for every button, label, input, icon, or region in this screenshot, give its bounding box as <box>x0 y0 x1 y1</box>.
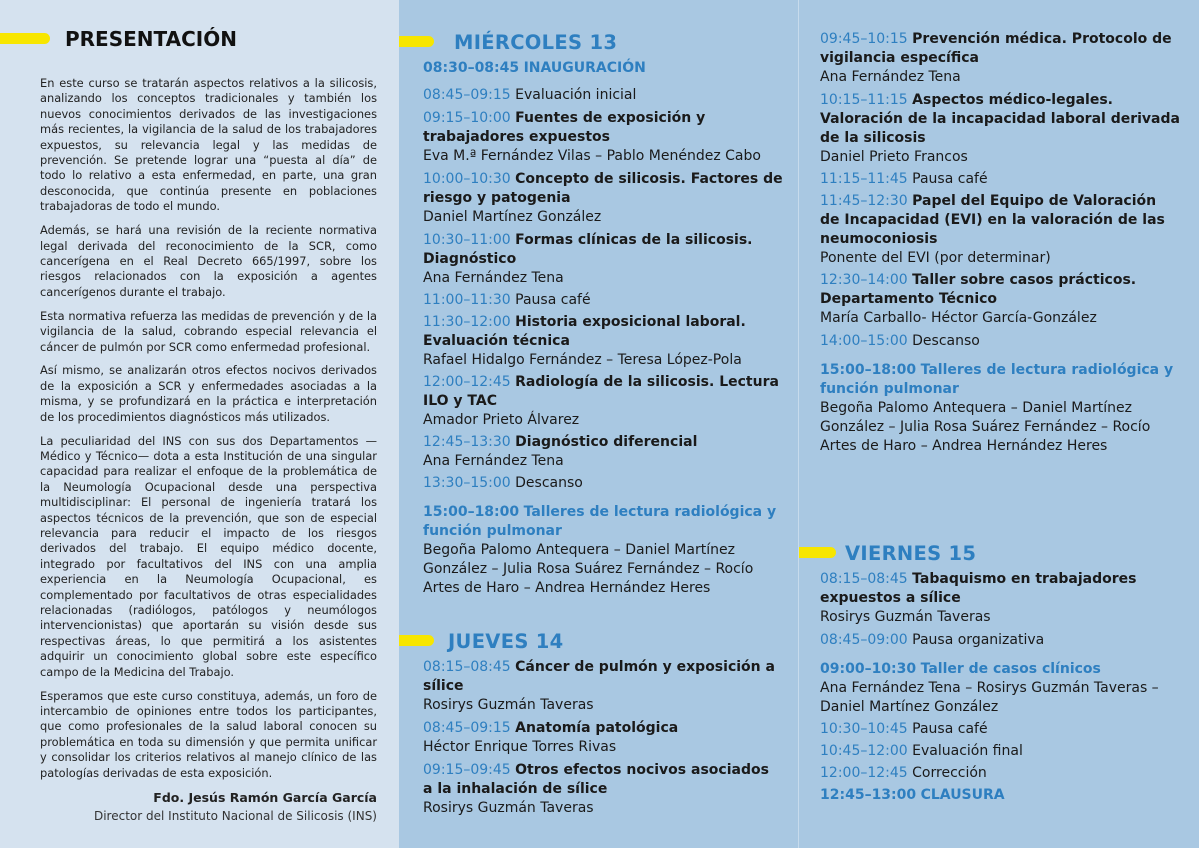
session-time: 11:00–11:30 <box>423 292 511 308</box>
schedule-item-heading <box>423 433 783 452</box>
session-title: Pausa café <box>515 292 591 308</box>
day-heading-friday: VIERNES 15 <box>845 542 977 565</box>
intro-paragraph: Así mismo, se analizarán otros efectos nocivos derivados de la exposición a SCR y enfermedades asociadas a la misma, y se profundizará en la práctica e interpretación de los procedimientos diagnósticos más utilizados. <box>40 363 377 424</box>
schedule-item-heading <box>423 719 783 738</box>
schedule-item-heading <box>423 109 783 147</box>
schedule-item <box>423 291 783 310</box>
schedule-item <box>423 231 783 288</box>
session-time: 08:15–08:45 <box>423 659 511 675</box>
session-time: 08:15–08:45 <box>820 571 908 587</box>
schedule-item <box>820 786 1180 805</box>
yellow-marker <box>799 547 836 558</box>
session-speakers: Rosirys Guzmán Taveras <box>423 800 594 816</box>
session-speakers: Ana Fernández Tena – Rosirys Guzmán Taveras – Daniel Martínez González <box>820 680 1159 715</box>
session-time: 09:00–10:30 <box>820 661 917 677</box>
session-time: 10:30–11:00 <box>423 232 511 248</box>
schedule-item <box>820 764 1180 783</box>
signature <box>40 789 377 825</box>
thursday-schedule <box>423 658 783 818</box>
session-speakers: Rosirys Guzmán Taveras <box>820 609 991 625</box>
session-title: Talleres de lectura radiológica y función pulmonar <box>423 504 777 539</box>
schedule-item-heading <box>423 86 783 105</box>
schedule-item-heading <box>820 361 1180 399</box>
schedule-item-heading <box>423 291 783 310</box>
session-speakers: Rafael Hidalgo Fernández – Teresa López-Pola <box>423 352 742 368</box>
schedule-item-heading <box>820 271 1180 309</box>
session-time: 12:00–12:45 <box>423 374 511 390</box>
schedule-item <box>423 761 783 818</box>
schedule-item <box>820 742 1180 761</box>
session-speakers: Ana Fernández Tena <box>820 69 961 85</box>
session-speakers: María Carballo- Héctor García-González <box>820 310 1097 326</box>
schedule-panel-2 <box>799 0 1199 848</box>
schedule-item-heading <box>423 658 783 696</box>
session-title: Radiología de la silicosis. Lectura ILO y TAC <box>423 374 779 409</box>
session-title: Aspectos médico-legales. Valoración de la incapacidad laboral derivada de la silicosis <box>820 92 1180 146</box>
schedule-item <box>423 373 783 430</box>
session-speakers: Ponente del EVI (por determinar) <box>820 250 1051 266</box>
intro-paragraph: Además, se hará una revisión de la reciente normativa legal derivada del reconocimiento de la SCR, como cancerígena en el Real Decreto 665/1997, sobre los riesgos relacionados con la exposición a agentes cancerígenos durante el trabajo. <box>40 223 377 299</box>
schedule-item-heading <box>423 313 783 351</box>
schedule-item-heading <box>820 764 1180 783</box>
session-title: Evaluación final <box>912 743 1023 759</box>
presentation-title: PRESENTACIÓN <box>65 27 237 51</box>
schedule-item <box>423 658 783 715</box>
yellow-marker <box>399 635 434 646</box>
wednesday-schedule <box>423 59 783 598</box>
session-title: Corrección <box>912 765 987 781</box>
day-heading-thursday: JUEVES 14 <box>448 630 564 653</box>
session-title: Prevención médica. Protocolo de vigilancia específica <box>820 31 1172 66</box>
session-time: 11:15–11:45 <box>820 171 908 187</box>
schedule-item-heading <box>820 660 1180 679</box>
schedule-item <box>423 503 783 598</box>
schedule-item <box>423 170 783 227</box>
schedule-item-heading <box>820 786 1180 805</box>
schedule-item-heading <box>423 59 783 78</box>
schedule-item <box>423 313 783 370</box>
session-time: 08:30–08:45 <box>423 60 520 76</box>
thursday-schedule-continued <box>820 30 1180 456</box>
schedule-item-heading <box>820 170 1180 189</box>
session-title: Pausa café <box>912 171 988 187</box>
schedule-item <box>423 433 783 471</box>
session-title: Taller de casos clínicos <box>920 661 1101 677</box>
session-title: Historia exposicional laboral. Evaluación técnica <box>423 314 746 349</box>
schedule-item <box>820 660 1180 717</box>
session-time: 12:45–13:00 <box>820 787 917 803</box>
session-time: 08:45–09:15 <box>423 720 511 736</box>
schedule-item-heading <box>820 742 1180 761</box>
session-time: 12:00–12:45 <box>820 765 908 781</box>
session-title: Fuentes de exposición y trabajadores expuestos <box>423 110 706 145</box>
session-speakers: Daniel Martínez González <box>423 209 602 225</box>
session-speakers: Héctor Enrique Torres Rivas <box>423 739 617 755</box>
session-speakers: Begoña Palomo Antequera – Daniel Martínez González – Julia Rosa Suárez Fernández – Rocío Artes de Haro – Andrea Hernández Heres <box>423 542 754 596</box>
schedule-item <box>820 271 1180 328</box>
session-title: Pausa café <box>912 721 988 737</box>
intro-paragraph: En este curso se tratarán aspectos relativos a la silicosis, analizando los conceptos tradicionales y también los nuevos conocimientos derivados de las investigaciones más recientes, la vigilancia de la salud de los trabajadores expuestos, su relevancia legal y las medidas de prevención. Se pretende lograr una “puesta al día” de todo lo relativo a esta enfermedad, en parte, una gran desconocida, que continúa presente en poblaciones trabajadoras de todo el mundo. <box>40 76 377 214</box>
schedule-item <box>423 109 783 166</box>
presentation-text <box>40 76 377 825</box>
session-time: 12:45–13:30 <box>423 434 511 450</box>
schedule-item-heading <box>423 761 783 799</box>
schedule-item <box>820 30 1180 87</box>
friday-schedule <box>820 570 1180 805</box>
session-time: 10:00–10:30 <box>423 171 511 187</box>
session-speakers: Rosirys Guzmán Taveras <box>423 697 594 713</box>
schedule-item-heading <box>820 192 1180 249</box>
schedule-item <box>820 332 1180 351</box>
schedule-item <box>820 170 1180 189</box>
schedule-panel-1 <box>399 0 799 848</box>
session-speakers: Daniel Prieto Francos <box>820 149 968 165</box>
session-title: Talleres de lectura radiológica y función pulmonar <box>820 362 1174 397</box>
session-title: Papel del Equipo de Valoración de Incapacidad (EVI) en la valoración de las neumoconiosis <box>820 193 1165 247</box>
session-time: 13:30–15:00 <box>423 475 511 491</box>
session-title: Formas clínicas de la silicosis. Diagnóstico <box>423 232 753 267</box>
session-time: 08:45–09:15 <box>423 87 511 103</box>
schedule-item-heading <box>423 503 783 541</box>
session-title: Diagnóstico diferencial <box>515 434 698 450</box>
session-title: Taller sobre casos prácticos. Departamento Técnico <box>820 272 1137 307</box>
session-title: Anatomía patológica <box>515 720 679 736</box>
session-speakers: Amador Prieto Álvarez <box>423 412 580 428</box>
intro-paragraph: Esta normativa refuerza las medidas de prevención y de la vigilancia de la salud, cobrando especial relevancia el cáncer de pulmón por SCR como enfermedad profesional. <box>40 308 377 354</box>
session-title: Descanso <box>515 475 583 491</box>
schedule-item-heading <box>820 720 1180 739</box>
presentation-panel <box>0 0 399 848</box>
session-time: 09:45–10:15 <box>820 31 908 47</box>
session-title: Cáncer de pulmón y exposición a sílice <box>423 659 775 694</box>
session-title: Concepto de silicosis. Factores de riesgo y patogenia <box>423 171 783 206</box>
schedule-item <box>423 86 783 105</box>
schedule-item <box>820 631 1180 650</box>
signature-name: Fdo. Jesús Ramón García García <box>153 790 377 806</box>
session-title: Tabaquismo en trabajadores expuestos a sílice <box>820 571 1137 606</box>
session-title: INAUGURACIÓN <box>523 60 646 76</box>
schedule-item-heading <box>423 170 783 208</box>
schedule-item <box>820 720 1180 739</box>
session-speakers: Ana Fernández Tena <box>423 453 564 469</box>
schedule-item <box>820 91 1180 167</box>
schedule-item <box>423 59 783 78</box>
session-time: 10:45–12:00 <box>820 743 908 759</box>
session-title: CLAUSURA <box>920 787 1005 803</box>
session-time: 15:00–18:00 <box>423 504 520 520</box>
session-title: Pausa organizativa <box>912 632 1045 648</box>
session-time: 09:15–09:45 <box>423 762 511 778</box>
schedule-item-heading <box>820 91 1180 148</box>
signature-role: Director del Instituto Nacional de Silicosis (INS) <box>93 809 377 824</box>
session-time: 10:30–10:45 <box>820 721 908 737</box>
session-speakers: Begoña Palomo Antequera – Daniel Martínez González – Julia Rosa Suárez Fernández – Rocío Artes de Haro – Andrea Hernández Heres <box>820 400 1151 454</box>
yellow-marker <box>399 36 434 47</box>
intro-paragraph: La peculiaridad del INS con sus dos Departamentos —Médico y Técnico— dota a esta Institución de una singular capacidad para realizar el enfoque de la problemática de la Neumología Ocupacional desde una perspectiva multidisciplinar: El personal de ingeniería tratará los aspectos técnicos de la prevención, que son de especial relevancia para reducir el impacto de los riesgos derivados del trabajo. El equipo médico docente, integrado por facultativos del INS con una amplia experiencia en la Neumología Ocupacional, es complementado por facultativos de otras especialidades relacionadas (radiólogos, patólogos y neumólogos intervencionistas) que aportarán su visión desde sus respectivas áreas, lo que permitirá a los asistentes adquirir un conocimiento global sobre este específico campo de la Medicina del Trabajo. <box>40 433 377 679</box>
schedule-item-heading <box>423 373 783 411</box>
session-speakers: Ana Fernández Tena <box>423 270 564 286</box>
session-time: 08:45–09:00 <box>820 632 908 648</box>
schedule-item <box>820 361 1180 456</box>
schedule-item-heading <box>820 332 1180 351</box>
session-title: Evaluación inicial <box>515 87 637 103</box>
schedule-item <box>423 719 783 757</box>
intro-paragraph: Esperamos que este curso constituya, además, un foro de intercambio de opiniones entre todos los participantes, que como profesionales de la salud laboral conocen su problemática en toda su dimensión y que permita unificar y consolidar los criterios relativos al manejo clínico de las patologías derivadas de esta exposición. <box>40 688 377 780</box>
session-time: 10:15–11:15 <box>820 92 908 108</box>
schedule-item <box>423 474 783 493</box>
session-time: 14:00–15:00 <box>820 333 908 349</box>
session-time: 15:00–18:00 <box>820 362 917 378</box>
session-time: 12:30–14:00 <box>820 272 908 288</box>
schedule-item <box>820 192 1180 268</box>
session-speakers: Eva M.ª Fernández Vilas – Pablo Menéndez Cabo <box>423 148 761 164</box>
session-title: Otros efectos nocivos asociados a la inhalación de sílice <box>423 762 769 797</box>
session-title: Descanso <box>912 333 980 349</box>
schedule-item-heading <box>820 570 1180 608</box>
schedule-item-heading <box>820 30 1180 68</box>
session-time: 11:45–12:30 <box>820 193 908 209</box>
yellow-marker <box>0 33 50 44</box>
session-time: 09:15–10:00 <box>423 110 511 126</box>
schedule-item-heading <box>423 231 783 269</box>
session-time: 11:30–12:00 <box>423 314 511 330</box>
schedule-item <box>820 570 1180 627</box>
schedule-item-heading <box>820 631 1180 650</box>
day-heading-wednesday: MIÉRCOLES 13 <box>454 31 618 54</box>
schedule-item-heading <box>423 474 783 493</box>
